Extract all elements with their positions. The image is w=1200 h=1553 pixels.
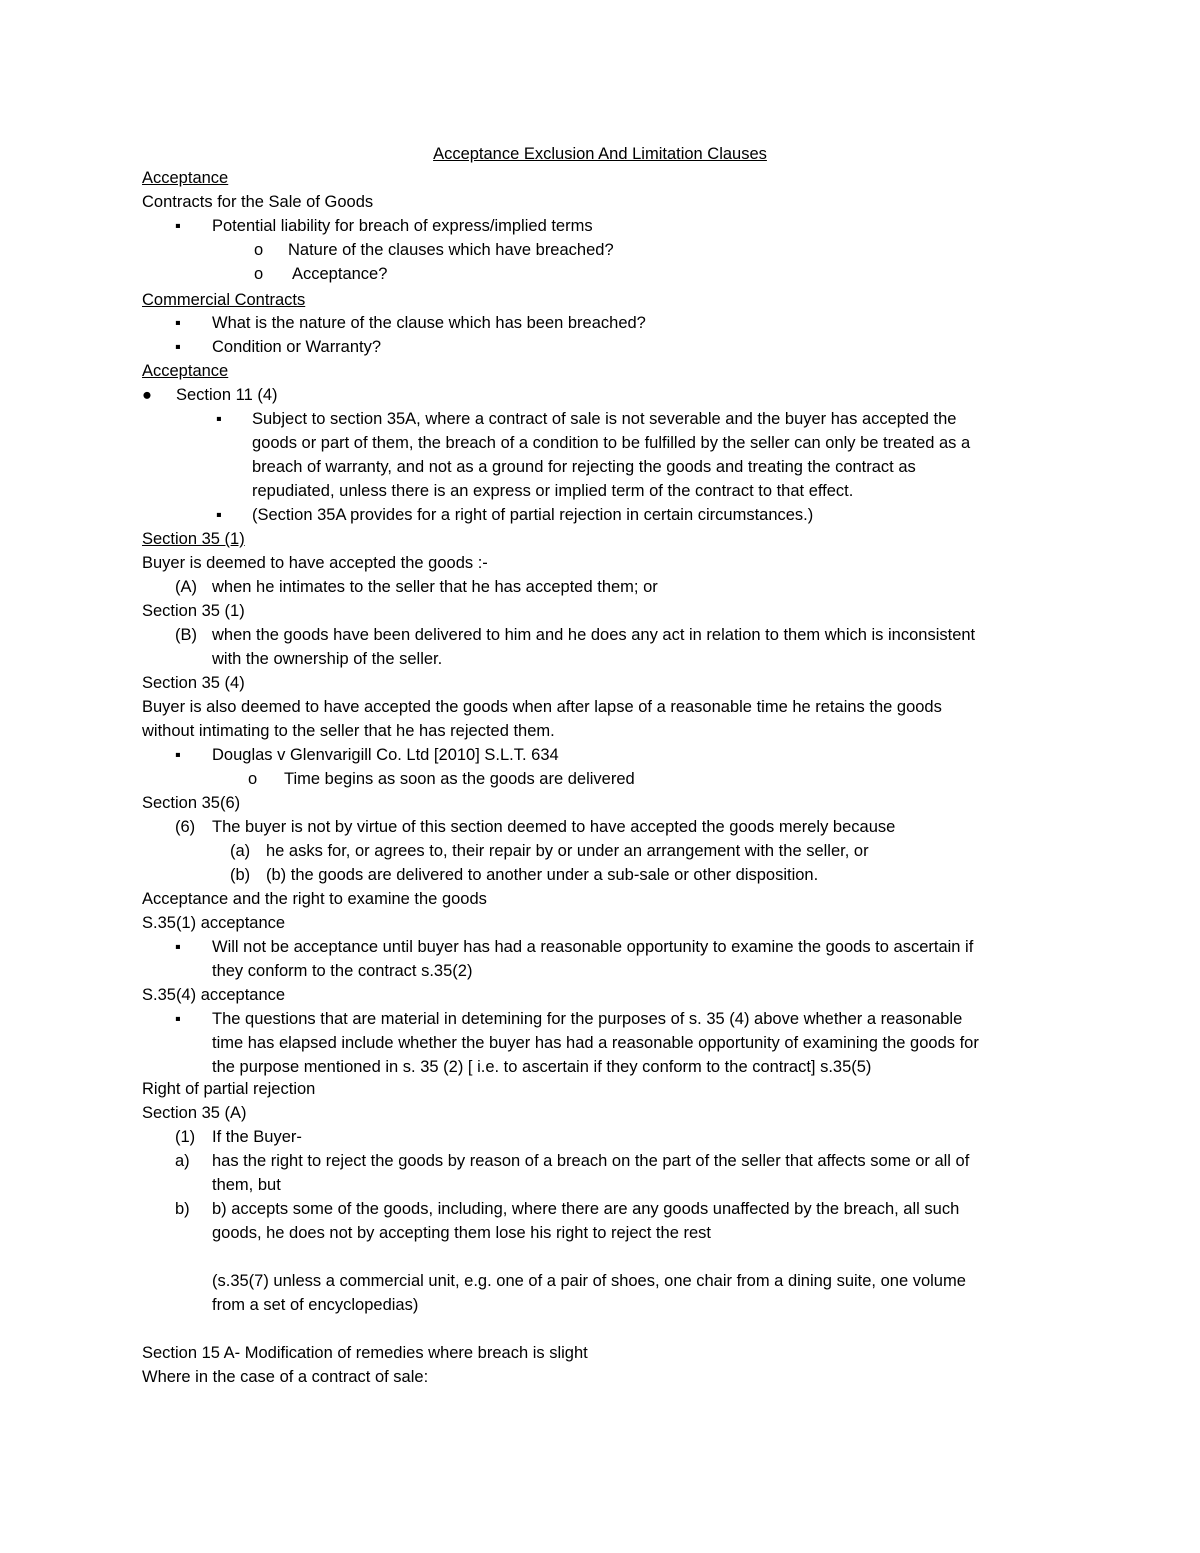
list-item: he asks for, or agrees to, their repair by or under an arrangement with the seller, or xyxy=(266,842,869,860)
paragraph-line: Buyer is deemed to have accepted the goods :- xyxy=(142,554,488,572)
list-label: a) xyxy=(175,1152,190,1170)
list-label: (a) xyxy=(230,842,251,860)
bullet-icon: ● xyxy=(142,386,152,404)
section-35A-heading: Section 35 (A) xyxy=(142,1104,247,1122)
subheading-contracts-sale: Contracts for the Sale of Goods xyxy=(142,193,374,211)
list-item: The buyer is not by virtue of this section deemed to have accepted the goods merely because xyxy=(212,818,896,836)
heading-acceptance: Acceptance xyxy=(142,169,229,187)
section-11-text-line: repudiated, unless there is an express or implied term of the contract to that effect. xyxy=(252,482,854,500)
bullet-icon: ▪ xyxy=(175,746,181,764)
paragraph-line: Buyer is also deemed to have accepted the goods when after lapse of a reasonable time he retains the goods xyxy=(142,698,942,716)
list-label: (B) xyxy=(175,626,197,644)
section-11-text-line: breach of warranty, and not as a ground for rejecting the goods and treating the contract as xyxy=(252,458,916,476)
list-item: when he intimates to the seller that he has accepted them; or xyxy=(212,578,658,596)
list-item: (b) the goods are delivered to another under a sub-sale or other disposition. xyxy=(266,866,819,884)
list-item: Acceptance? xyxy=(292,265,388,283)
bullet-icon: ▪ xyxy=(216,410,222,428)
list-item: What is the nature of the clause which has been breached? xyxy=(212,314,646,332)
section-11-heading: Section 11 (4) xyxy=(176,386,278,404)
section-35-1-subheading: Section 35 (1) xyxy=(142,602,245,620)
section-11-text-line: goods or part of them, the breach of a condition to be fulfilled by the seller can only be treated as a xyxy=(252,434,971,452)
list-item: when the goods have been delivered to him and he does any act in relation to them which is inconsistent xyxy=(212,626,976,644)
section-35-4-heading: Section 35 (4) xyxy=(142,674,245,692)
list-label: b) xyxy=(175,1200,190,1218)
list-label: (1) xyxy=(175,1128,196,1146)
bullet-icon: ▪ xyxy=(216,506,222,524)
note-line: from a set of encyclopedias) xyxy=(212,1296,419,1314)
subheading-acceptance-right: Acceptance and the right to examine the goods xyxy=(142,890,487,908)
heading-commercial-contracts: Commercial Contracts xyxy=(142,291,306,309)
section-11-text-line: Subject to section 35A, where a contract of sale is not severable and the buyer has accepted the xyxy=(252,410,957,428)
bullet-icon: ▪ xyxy=(175,938,181,956)
list-item: Douglas v Glenvarigill Co. Ltd [2010] S.L.T. 634 xyxy=(212,746,559,764)
list-item: If the Buyer- xyxy=(212,1128,302,1146)
bullet-icon: ▪ xyxy=(175,217,181,235)
heading-acceptance-2: Acceptance xyxy=(142,362,229,380)
subheading-s35-4: S.35(4) acceptance xyxy=(142,986,286,1004)
list-label: (6) xyxy=(175,818,196,836)
list-item-continuation: them, but xyxy=(212,1176,281,1194)
list-item: b) accepts some of the goods, including, where there are any goods unaffected by the breach, all such xyxy=(212,1200,960,1218)
list-item: Potential liability for breach of express/implied terms xyxy=(212,217,593,235)
circle-bullet-icon: o xyxy=(248,770,258,788)
list-item-continuation: time has elapsed include whether the buyer has had a reasonable opportunity of examining the goods for xyxy=(212,1034,979,1052)
paragraph-line: Where in the case of a contract of sale: xyxy=(142,1368,429,1386)
list-item-continuation: with the ownership of the seller. xyxy=(212,650,443,668)
list-item-continuation: the purpose mentioned in s. 35 (2) [ i.e. to ascertain if they conform to the contract] s.35(5) xyxy=(212,1058,872,1076)
list-item: Condition or Warranty? xyxy=(212,338,382,356)
subheading-partial-rejection: Right of partial rejection xyxy=(142,1080,316,1098)
subheading-s35-1: S.35(1) acceptance xyxy=(142,914,286,932)
circle-bullet-icon: o xyxy=(254,241,264,259)
list-item: (Section 35A provides for a right of partial rejection in certain circumstances.) xyxy=(252,506,814,524)
document-title: Acceptance Exclusion And Limitation Clauses xyxy=(433,145,767,163)
bullet-icon: ▪ xyxy=(175,338,181,356)
list-label: (b) xyxy=(230,866,251,884)
paragraph-line: without intimating to the seller that he has rejected them. xyxy=(142,722,555,740)
list-item: Will not be acceptance until buyer has had a reasonable opportunity to examine the goods to ascertain if xyxy=(212,938,974,956)
list-item: Nature of the clauses which have breached? xyxy=(288,241,614,259)
section-35-6-heading: Section 35(6) xyxy=(142,794,241,812)
section-35-1-heading: Section 35 (1) xyxy=(142,530,245,548)
list-item-continuation: they conform to the contract s.35(2) xyxy=(212,962,473,980)
bullet-icon: ▪ xyxy=(175,314,181,332)
bullet-icon: ▪ xyxy=(175,1010,181,1028)
list-item: The questions that are material in detemining for the purposes of s. 35 (4) above whether a reasonable xyxy=(212,1010,963,1028)
section-15A-heading: Section 15 A- Modification of remedies where breach is slight xyxy=(142,1344,588,1362)
list-item: has the right to reject the goods by reason of a breach on the part of the seller that affects some or all of xyxy=(212,1152,970,1170)
note-line: (s.35(7) unless a commercial unit, e.g. one of a pair of shoes, one chair from a dining suite, one volume xyxy=(212,1272,966,1290)
list-item-continuation: goods, he does not by accepting them lose his right to reject the rest xyxy=(212,1224,711,1242)
list-item: Time begins as soon as the goods are delivered xyxy=(284,770,635,788)
circle-bullet-icon: o xyxy=(254,265,264,283)
list-label: (A) xyxy=(175,578,197,596)
